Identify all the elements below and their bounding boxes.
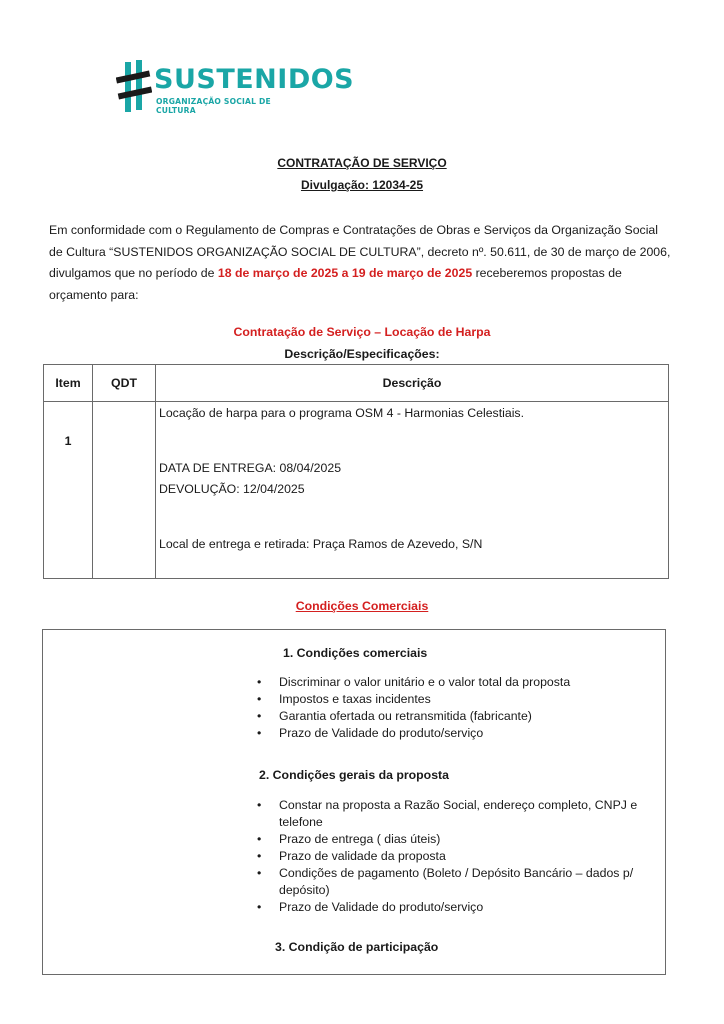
conditions-heading: Condições Comerciais xyxy=(295,599,429,613)
intro-period: 18 de março de 2025 a 19 de março de 2025 xyxy=(217,266,473,280)
cell-description xyxy=(156,402,669,579)
description-line: Locação de harpa para o programa OSM 4 - Harmonias Celestiais. xyxy=(159,406,524,420)
hash-logo-icon xyxy=(116,60,152,116)
list-item: • Condições de pagamento (Boleto / Depósito Bancário – dados p/ depósito) xyxy=(279,865,649,899)
intro-text-after: receberemos propostas de orçamento para: xyxy=(49,266,622,302)
conditions-box xyxy=(42,629,666,975)
cell-item: 1 xyxy=(44,402,93,579)
logo-subtitle: ORGANIZAÇÃO SOCIAL DE CULTURA xyxy=(156,97,271,115)
list-item: • Constar na proposta a Razão Social, endereço completo, CNPJ e telefone xyxy=(279,797,649,831)
header-description: Descrição xyxy=(156,365,669,402)
list-item: • Prazo de Validade do produto/serviço xyxy=(279,725,649,742)
spec-label: Descrição/Especificações: xyxy=(284,347,440,361)
list-item: • Prazo de entrega ( dias úteis) xyxy=(279,831,649,848)
disclosure-number: Divulgação: 12034-25 xyxy=(300,178,424,192)
organization-logo xyxy=(116,60,355,116)
intro-text-before: Em conformidade com o Regulamento de Compras e Contratações de Obras e Serviços da Organização Social de Cultura “SUSTENIDOS ORGANIZAÇÃO SOCIAL DE CULTURA”, decreto nº. 50.611, de 30 de março de 2006, divulgamos que no período de xyxy=(49,223,671,280)
items-table xyxy=(43,364,669,579)
list-item: • Prazo de validade da proposta xyxy=(279,848,649,865)
intro-paragraph xyxy=(49,220,675,306)
section2-title: 2. Condições gerais da proposta xyxy=(259,768,449,782)
list-item: • Discriminar o valor unitário e o valor total da proposta xyxy=(279,674,649,691)
section1-title: 1. Condições comerciais xyxy=(283,646,428,660)
document-title: CONTRATAÇÃO DE SERVIÇO xyxy=(277,156,447,170)
table-row xyxy=(44,402,669,579)
header-qdt: QDT xyxy=(93,365,156,402)
section2-list xyxy=(279,797,649,916)
list-item: • Impostos e taxas incidentes xyxy=(279,691,649,708)
delivery-date: DATA DE ENTREGA: 08/04/2025 xyxy=(159,461,342,475)
list-item: • Garantia ofertada ou retransmitida (fabricante) xyxy=(279,708,649,725)
table-header-row xyxy=(44,365,669,402)
section3-title: 3. Condição de participação xyxy=(275,940,439,954)
section1-list xyxy=(279,674,649,742)
list-item: • Prazo de Validade do produto/serviço xyxy=(279,899,649,916)
header-item: Item xyxy=(44,365,93,402)
delivery-location: Local de entrega e retirada: Praça Ramos de Azevedo, S/N xyxy=(159,537,483,551)
cell-qdt xyxy=(93,402,156,579)
service-title: Contratação de Serviço – Locação de Harpa xyxy=(233,325,491,339)
return-date: DEVOLUÇÃO: 12/04/2025 xyxy=(159,482,305,496)
logo-title: SUSTENIDOS xyxy=(154,64,355,95)
